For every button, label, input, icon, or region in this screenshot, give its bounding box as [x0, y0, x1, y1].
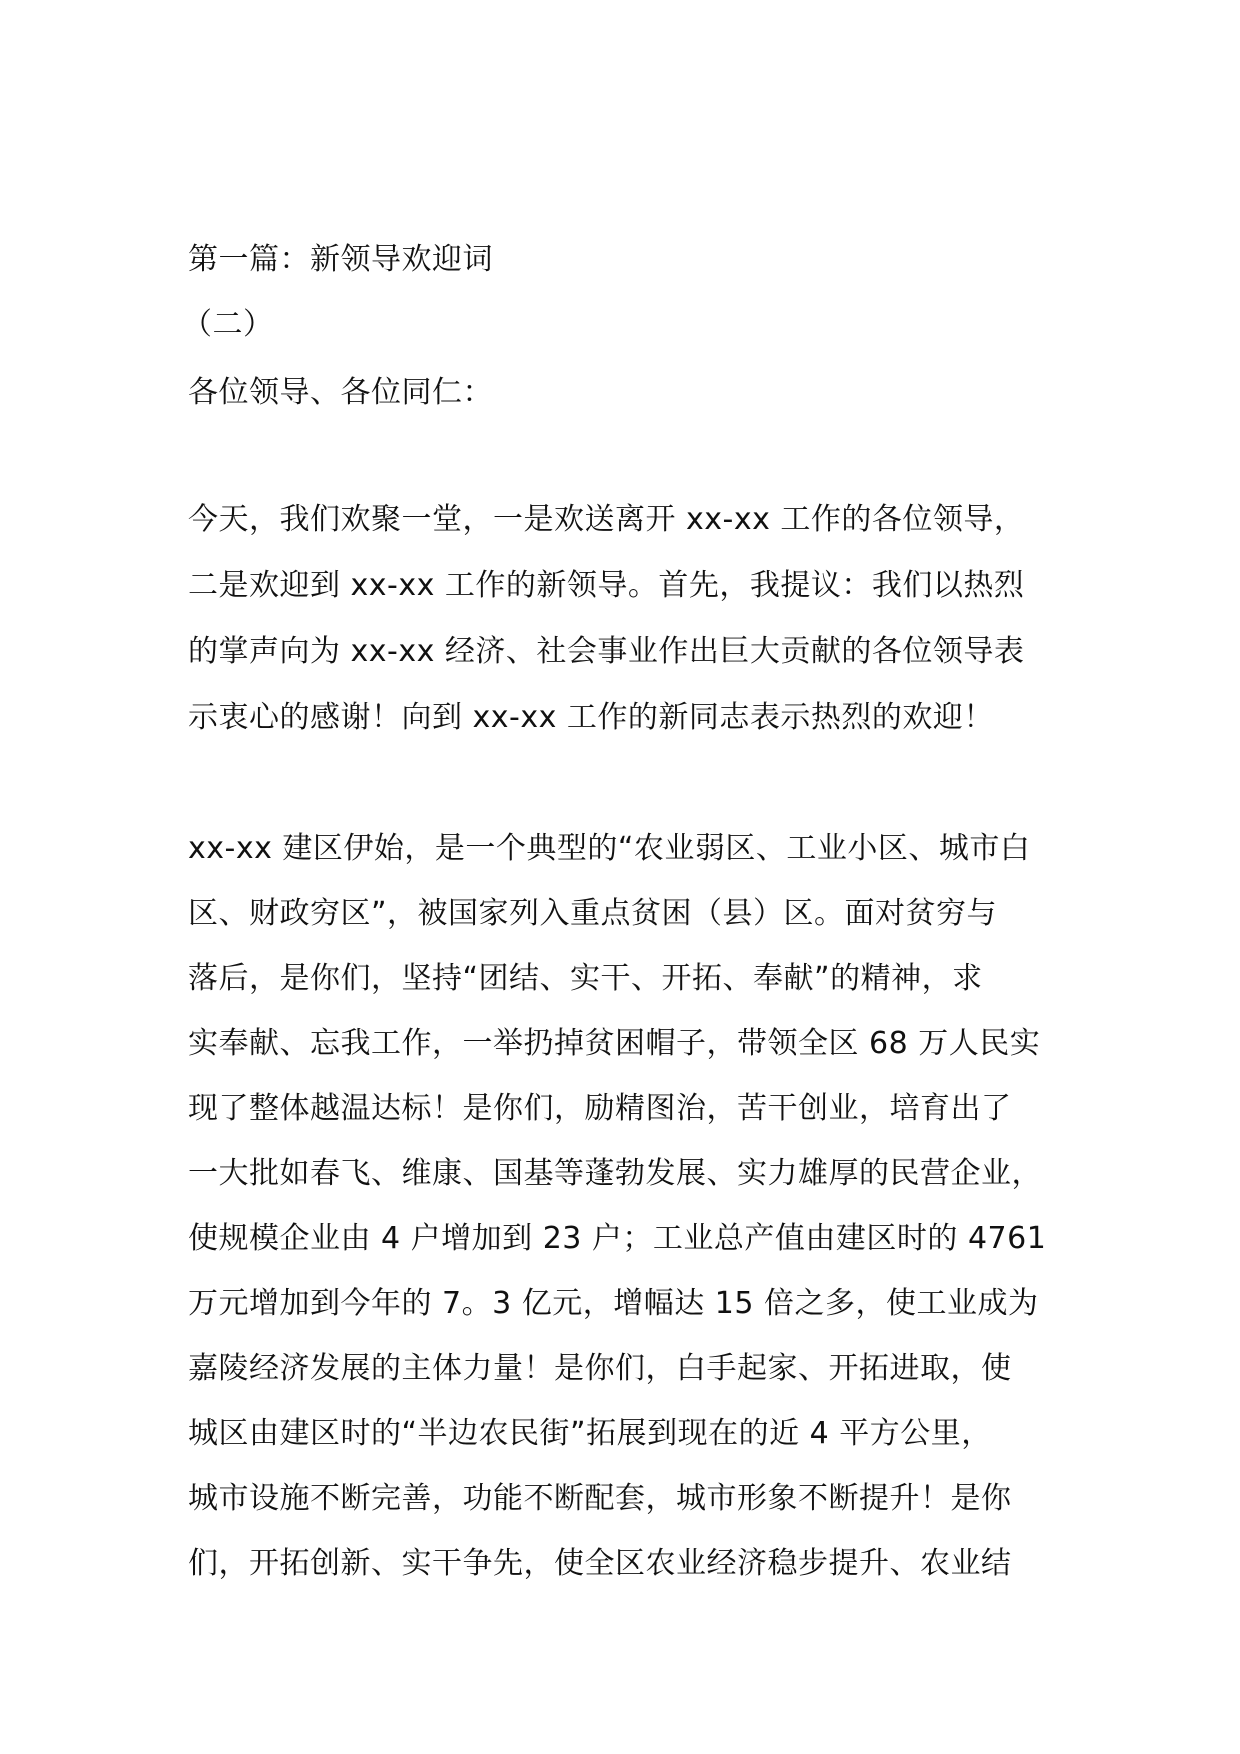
paragraph-2-line: 嘉陵经济发展的主体力量！是你们，白手起家、开拓进取，使: [188, 1351, 1012, 1386]
paragraph-2-line: 们，开拓创新、实干争先，使全区农业经济稳步提升、农业结: [188, 1546, 1012, 1581]
paragraph-2-line: 城区由建区时的“半边农民街”拓展到现在的近 4 平方公里，: [188, 1416, 992, 1451]
paragraph-2-line: 落后，是你们，坚持“团结、实干、开拓、奉献”的精神，求: [188, 961, 983, 996]
paragraph-1-line: 的掌声向为 xx-xx 经济、社会事业作出巨大贡献的各位领导表: [188, 634, 1025, 669]
paragraph-2-line: 现了整体越温达标！是你们，励精图治，苦干创业，培育出了: [188, 1091, 1012, 1126]
paragraph-1-line: 今天，我们欢聚一堂，一是欢送离开 xx-xx 工作的各位领导，: [188, 502, 1025, 537]
paragraph-2-line: xx-xx 建区伊始，是一个典型的“农业弱区、工业小区、城市白: [188, 831, 1031, 866]
document-title: 第一篇：新领导欢迎词: [188, 242, 493, 277]
document-subtitle: （二）: [182, 307, 274, 342]
paragraph-2-line: 区、财政穷区”，被国家列入重点贫困（县）区。面对贫穷与: [188, 896, 998, 931]
paragraph-2-line: 一大批如春飞、维康、国基等蓬勃发展、实力雄厚的民营企业，: [188, 1156, 1042, 1191]
paragraph-2-line: 城市设施不断完善，功能不断配套，城市形象不断提升！是你: [188, 1481, 1012, 1516]
paragraph-1-line: 二是欢迎到 xx-xx 工作的新领导。首先，我提议：我们以热烈: [188, 568, 1025, 603]
paragraph-2-line: 实奉献、忘我工作，一举扔掉贫困帽子，带领全区 68 万人民实: [188, 1026, 1041, 1061]
salutation: 各位领导、各位同仁：: [188, 375, 493, 410]
paragraph-2-line: 使规模企业由 4 户增加到 23 户；工业总产值由建区时的 4761: [188, 1221, 1047, 1256]
paragraph-2-line: 万元增加到今年的 7。3 亿元，增幅达 15 倍之多，使工业成为: [188, 1286, 1039, 1321]
paragraph-1-line: 示衷心的感谢！向到 xx-xx 工作的新同志表示热烈的欢迎！: [188, 700, 994, 735]
